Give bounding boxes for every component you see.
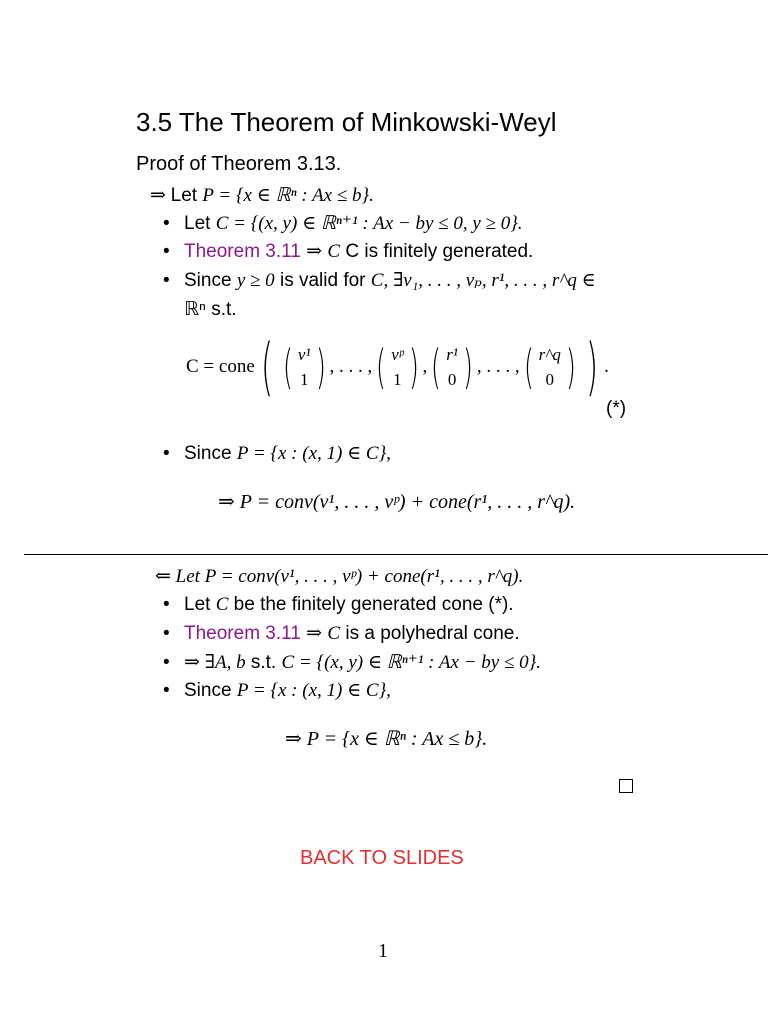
forward-item-2: • Theorem 3.11 ⇒ C C is finitely generated. (163, 241, 534, 262)
item-text: is valid for (279, 270, 366, 291)
item-lead: Since (184, 680, 232, 701)
forward-item-3: • Since y ≥ 0 is valid for C, ∃v₁, . . . , vₚ, r¹, . . . , r^q ∈ (163, 270, 596, 291)
item-text: s.t. (250, 652, 277, 673)
item-math: C (215, 594, 229, 615)
cone-vector: r^q 0 (538, 345, 561, 389)
forward-intro: ⇒ Let P = {x ∈ ℝⁿ : Ax ≤ b}. (150, 185, 374, 206)
cone-equation: C = cone ( ( v¹ 1 ) , . . . , ( vᵖ 1 ) , ( r¹ 0 ) , . . . , ( r^q 0 ) ) . (186, 330, 609, 403)
item-lead: ⇒ ∃A, b (184, 652, 246, 673)
theorem-3-11-link[interactable]: Theorem 3.11 (184, 623, 301, 644)
item-lead: Let (184, 594, 211, 615)
backward-item-3: • ⇒ ∃A, b s.t. C = {(x, y) ∈ ℝⁿ⁺¹ : Ax − by ≤ 0}. (163, 652, 541, 673)
forward-item-3-cont: ℝⁿ s.t. (184, 299, 237, 320)
page-number: 1 (378, 940, 388, 962)
item-lead: Let (184, 213, 211, 234)
backward-item-2: • Theorem 3.11 ⇒ C is a polyhedral cone. (163, 623, 520, 644)
forward-conclusion: ⇒ P = conv(v¹, . . . , vᵖ) + cone(r¹, . . . , r^q). (218, 491, 576, 513)
item-math: C, ∃v₁, . . . , vₚ, r¹, . . . , r^q ∈ (370, 270, 596, 291)
item-math: C = {(x, y) ∈ ℝⁿ⁺¹ : Ax − by ≤ 0}. (281, 652, 541, 673)
equation-tag: (*) (606, 398, 627, 419)
item-text: be the finitely generated cone (*). (233, 594, 514, 615)
cone-vector: vᵖ 1 (391, 345, 404, 389)
backward-item-1: • Let C be the finitely generated cone (*). (163, 594, 514, 615)
cone-vector: r¹ 0 (446, 345, 458, 389)
forward-item-4: • Since P = {x : (x, 1) ∈ C}, (163, 443, 391, 464)
forward-item-1: • Let C = {(x, y) ∈ ℝⁿ⁺¹ : Ax − by ≤ 0, y ≥ 0}. (163, 213, 523, 234)
proof-heading: Proof of Theorem 3.13. (136, 153, 342, 175)
item-text: is a polyhedral cone. (345, 623, 520, 644)
backward-conclusion: ⇒ P = {x ∈ ℝⁿ : Ax ≤ b}. (285, 728, 488, 750)
cone-vector: v¹ 1 (297, 345, 311, 389)
page-title: 3.5 The Theorem of Minkowski-Weyl (136, 107, 557, 137)
forward-intro-prefix: Let (170, 185, 198, 206)
qed-box-icon (619, 779, 633, 793)
backward-item-4: • Since P = {x : (x, 1) ∈ C}, (163, 680, 391, 701)
item-math: P = {x : (x, 1) ∈ C}, (236, 443, 391, 464)
item-lead: Since (184, 443, 232, 464)
cone-label-math: C = cone (186, 356, 255, 377)
forward-intro-math: P = {x ∈ ℝⁿ : Ax ≤ b}. (202, 185, 374, 206)
item-lead: Since (184, 270, 232, 291)
item-math: P = {x : (x, 1) ∈ C}, (236, 680, 391, 701)
theorem-3-11-link[interactable]: Theorem 3.11 (184, 241, 301, 262)
backward-intro: ⇐ Let P = conv(v¹, . . . , vᵖ) + cone(r¹, . . . , r^q). (155, 566, 524, 587)
item-math: C = {(x, y) ∈ ℝⁿ⁺¹ : Ax − by ≤ 0, y ≥ 0}. (215, 213, 523, 234)
back-to-slides-link[interactable]: BACK TO SLIDES (300, 847, 464, 869)
item-text: C is finitely generated. (345, 241, 534, 262)
section-divider (24, 554, 768, 555)
item-math: y ≥ 0 (236, 270, 275, 291)
